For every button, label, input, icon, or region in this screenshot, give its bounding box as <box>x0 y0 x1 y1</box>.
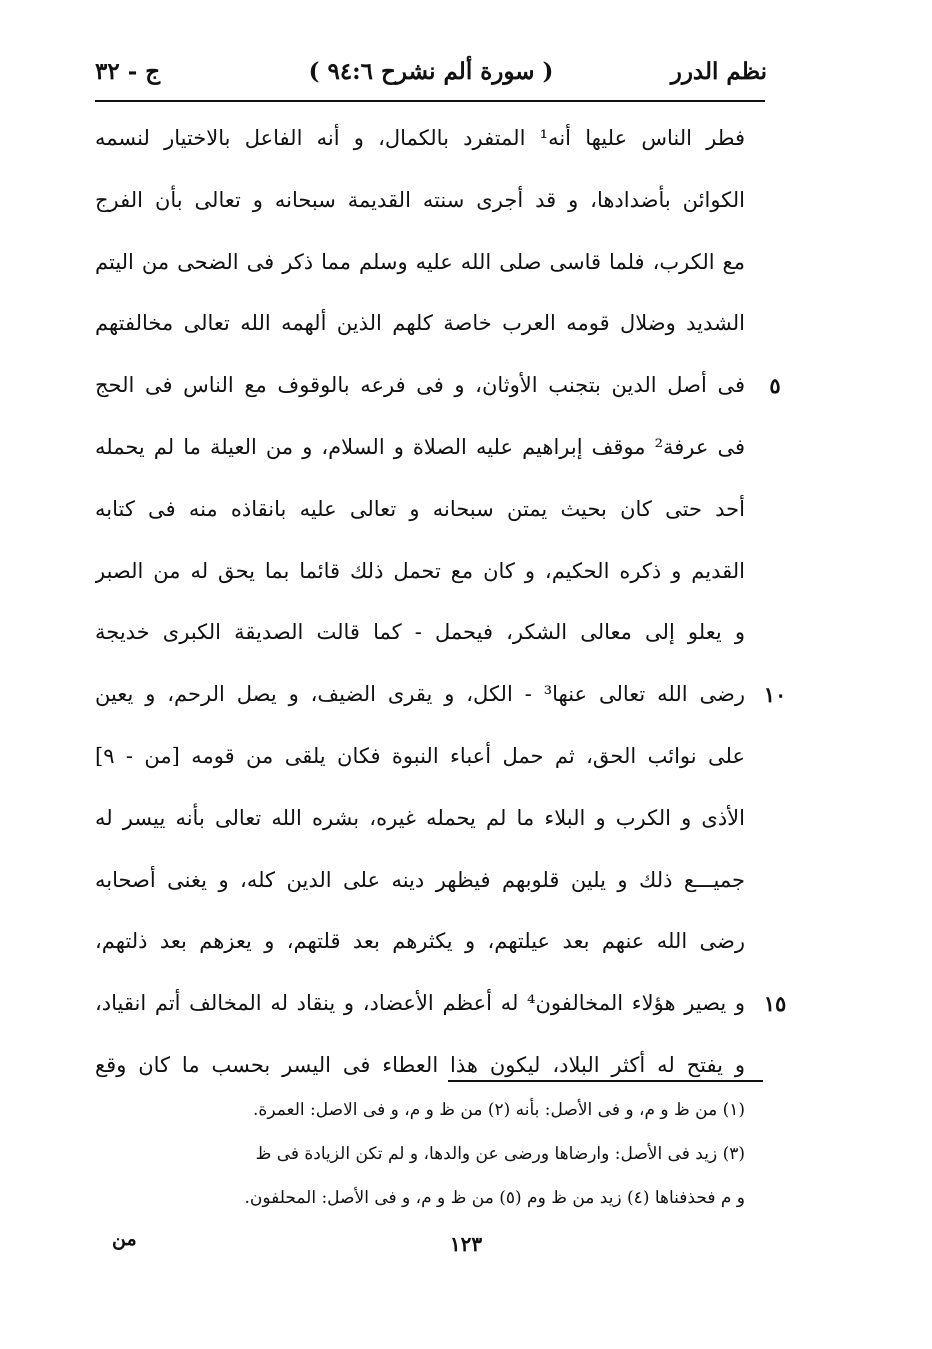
text-line: رضى الله عنهم بعد عيلتهم، و يكثرهم بعد قلتهم، و يعزهم بعد ذلتهم، <box>95 929 745 954</box>
footnote-line: و م فحذفناها (٤) زيد من ظ وم (٥) من ظ و م، و فى الأصل: المحلفون. <box>244 1188 745 1208</box>
page-number: ١٢٣ <box>449 1232 483 1256</box>
text-line: الشديد وضلال قومه العرب خاصة كلهم الذين ألهمه الله تعالى مخالفتهم <box>95 311 745 336</box>
text-line: فى أصل الدين بتجنب الأوثان، و فى فرعه بالوقوف مع الناس فى الحج <box>95 373 745 398</box>
main-text <box>95 108 745 1097</box>
text-line: و يفتح له أكثر البلاد، ليكون هذا العطاء فى اليسر بحسب ما كان وقع <box>95 1052 745 1077</box>
header-book-title: نظم الدرر <box>670 58 767 85</box>
footnotes <box>95 1088 745 1220</box>
text-line: الكوائن بأضدادها، و قد أجرى سنته القديمة سبحانه و تعالى بأن الفرج <box>95 187 745 212</box>
text-line: القديم و ذكره الحكيم، و كان مع تحمل ذلك قائما بما يحق له من الصبر <box>95 558 745 583</box>
text-line: على نوائب الحق، ثم حمل أعباء النبوة فكان يلقى من قومه [من - ٩] <box>95 743 745 768</box>
text-line: أحد حتى كان بحيث يمتن سبحانه و تعالى عليه بانقاذه منه فى كتابه <box>95 496 745 521</box>
text-line: و يصير هؤلاء المخالفون⁴ له أعظم الأعضاد، و ينقاد له المخالف أتم انقياد، <box>95 991 745 1016</box>
header-volume-page: ج - ٣٢ <box>95 58 161 85</box>
footnote-line: (١) من ظ و م، و فى الأصل: بأنه (٢) من ظ و م، و فى الاصل: العمرة. <box>253 1100 745 1120</box>
text-line: الأذى و الكرب و البلاء ما لم يحمله غيره، بشره الله تعالى بأنه ييسر له <box>95 805 745 830</box>
running-header <box>95 58 767 98</box>
line-number: ٥ <box>769 373 781 399</box>
text-line: رضى الله تعالى عنها³ - الكل، و يقرى الضيف، و يصل الرحم، و يعين <box>95 682 745 707</box>
catchword: من <box>112 1228 137 1250</box>
line-number: ١٠ <box>763 682 787 708</box>
footnote-line: (٣) زيد فى الأصل: وارضاها ورضى عن والدها، و لم تكن الزيادة فى ظ <box>255 1144 745 1164</box>
text-line: فطر الناس عليها أنه¹ المتفرد بالكمال، و أنه الفاعل بالاختيار لنسمه <box>95 126 745 150</box>
footnote-rule <box>448 1080 763 1082</box>
header-rule <box>95 100 765 102</box>
text-line: و يعلو إلى معالى الشكر، فيحمل - كما قالت الصديقة الكبرى خديجة <box>95 620 745 645</box>
line-number: ١٥ <box>763 991 787 1017</box>
text-line: مع الكرب، فلما قاسى صلى الله عليه وسلم مما ذكر فى الضحى من اليتم <box>95 249 745 274</box>
text-line: فى عرفة² موقف إبراهيم عليه الصلاة و السلام، و من العيلة ما لم يحمله <box>95 434 745 459</box>
text-line: جميـــع ذلك و يلين قلوبهم فيظهر دينه على الدين كله، و يغنى أصحابه <box>95 867 745 892</box>
header-surah-title: ( سورة ألم نشرح ٩٤:٦ ) <box>308 58 554 85</box>
